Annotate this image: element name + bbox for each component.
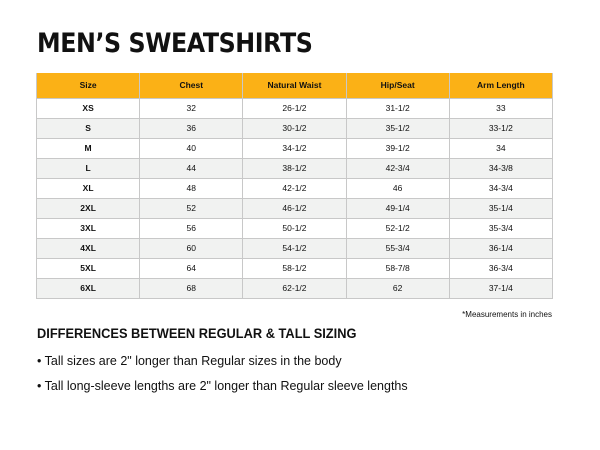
table-cell: 44: [140, 159, 243, 179]
table-cell: 33: [449, 99, 552, 119]
table-cell: 54-1/2: [243, 239, 346, 259]
table-cell: 40: [140, 139, 243, 159]
table-cell: 62: [346, 279, 449, 299]
table-cell: L: [37, 159, 140, 179]
table-cell: 6XL: [37, 279, 140, 299]
bullet-item: • Tall long-sleeve lengths are 2" longer than Regular sleeve lengths: [37, 379, 408, 393]
table-cell: 55-3/4: [346, 239, 449, 259]
table-cell: 36: [140, 119, 243, 139]
table-cell: XS: [37, 99, 140, 119]
table-cell: 62-1/2: [243, 279, 346, 299]
table-row: [37, 159, 553, 179]
table-cell: 64: [140, 259, 243, 279]
table-cell: 2XL: [37, 199, 140, 219]
page-title: MEN’S SWEATSHIRTS: [37, 28, 313, 59]
table-cell: 58-7/8: [346, 259, 449, 279]
table-cell: 31-1/2: [346, 99, 449, 119]
table-row: [37, 239, 553, 259]
table-cell: 58-1/2: [243, 259, 346, 279]
column-header: Hip/Seat: [346, 73, 449, 99]
table-cell: 34-1/2: [243, 139, 346, 159]
table-row: [37, 99, 553, 119]
table-cell: 60: [140, 239, 243, 259]
table-cell: 46-1/2: [243, 199, 346, 219]
column-header: Natural Waist: [243, 73, 346, 99]
table-cell: 26-1/2: [243, 99, 346, 119]
table-cell: 42-3/4: [346, 159, 449, 179]
table-row: [37, 219, 553, 239]
table-cell: 56: [140, 219, 243, 239]
table-cell: 42-1/2: [243, 179, 346, 199]
table-cell: 50-1/2: [243, 219, 346, 239]
table-row: [37, 259, 553, 279]
measurement-note: *Measurements in inches: [462, 310, 552, 319]
table-cell: 30-1/2: [243, 119, 346, 139]
table-cell: 52: [140, 199, 243, 219]
table-cell: 37-1/4: [449, 279, 552, 299]
table-header-row: [37, 73, 553, 99]
table-cell: 35-1/4: [449, 199, 552, 219]
table-cell: 49-1/4: [346, 199, 449, 219]
column-header: Chest: [140, 73, 243, 99]
table-cell: 32: [140, 99, 243, 119]
table-cell: 46: [346, 179, 449, 199]
table-row: [37, 279, 553, 299]
bullet-item: • Tall sizes are 2" longer than Regular sizes in the body: [37, 354, 342, 368]
table-cell: 34-3/4: [449, 179, 552, 199]
column-header: Arm Length: [449, 73, 552, 99]
table-cell: XL: [37, 179, 140, 199]
table-cell: 48: [140, 179, 243, 199]
table-cell: 39-1/2: [346, 139, 449, 159]
table-row: [37, 199, 553, 219]
table-cell: 5XL: [37, 259, 140, 279]
table-cell: 33-1/2: [449, 119, 552, 139]
table-cell: 4XL: [37, 239, 140, 259]
table-cell: S: [37, 119, 140, 139]
table-cell: 36-3/4: [449, 259, 552, 279]
column-header: Size: [37, 73, 140, 99]
table-row: [37, 179, 553, 199]
table-cell: 34-3/8: [449, 159, 552, 179]
table-cell: 36-1/4: [449, 239, 552, 259]
size-chart-table: [36, 73, 553, 299]
table-row: [37, 119, 553, 139]
table-cell: 34: [449, 139, 552, 159]
table-cell: 52-1/2: [346, 219, 449, 239]
table-cell: 3XL: [37, 219, 140, 239]
table-cell: 35-3/4: [449, 219, 552, 239]
table-row: [37, 139, 553, 159]
section-heading: DIFFERENCES BETWEEN REGULAR & TALL SIZING: [37, 326, 357, 341]
table-cell: 35-1/2: [346, 119, 449, 139]
table-cell: 38-1/2: [243, 159, 346, 179]
table-cell: M: [37, 139, 140, 159]
table-cell: 68: [140, 279, 243, 299]
